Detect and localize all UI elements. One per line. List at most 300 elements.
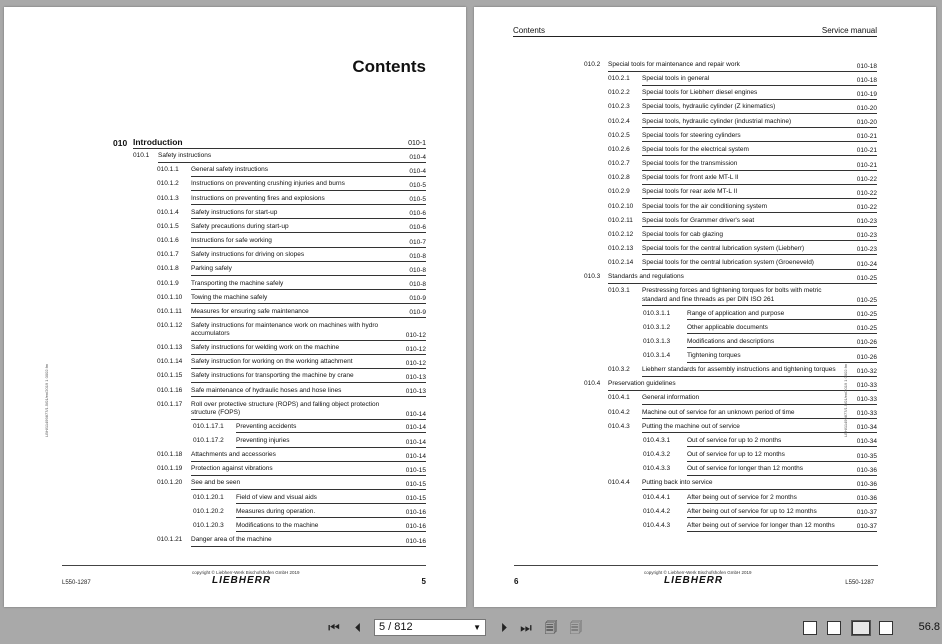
toc-entry-title-box	[191, 387, 426, 398]
toc-entry[interactable]	[608, 259, 877, 273]
toc-entry-page: 010-12	[405, 359, 426, 367]
toc-entry-title-box	[642, 366, 877, 377]
toc-entry-page: 010-15	[405, 495, 426, 503]
toc-entry-number: 010.3.1.3	[643, 337, 671, 345]
toc-entry[interactable]	[608, 174, 877, 188]
toc-entry[interactable]	[193, 508, 426, 522]
toc-entry-title-box	[687, 451, 877, 462]
side-text: LBH/11499877/1.5/01/en/2019 1 0002.fm	[842, 363, 848, 437]
toc-entry-title-box	[191, 237, 426, 248]
next-page-icon[interactable]: ⏵	[500, 620, 508, 635]
toc-entry[interactable]	[608, 75, 877, 89]
toc-entry-page: 010-12	[405, 331, 426, 339]
toc-entry-page: 010-36	[856, 466, 877, 474]
toc-entry-title: Introduction	[133, 137, 183, 147]
toc-entry-number: 010.1.13	[157, 344, 183, 352]
toc-entry-title-box	[191, 465, 426, 476]
toc-entry-number: 010.2.3	[608, 103, 630, 111]
toc-entry-title: Safety instructions for maintenance work on machines with hydro accumulators	[191, 321, 379, 338]
toc-entry-page: 010-36	[856, 480, 877, 488]
toc-entry-number: 010.3.1	[608, 287, 630, 295]
footer-rule	[514, 565, 878, 566]
toc-entry-page: 010-20	[856, 119, 877, 127]
toc-entry-title: Special tools for front axle MT-L II	[642, 174, 739, 182]
toc-entry-number: 010.3.2	[608, 366, 630, 374]
toc-entry-title: Protection against vibrations	[191, 465, 273, 473]
toc-entry-title: Out of service for longer than 12 months	[687, 465, 803, 473]
toc-entry[interactable]	[157, 308, 426, 322]
toc-entry-title: Measures for ensuring safe maintenance	[191, 307, 309, 315]
toc-entry-number: 010.2.2	[608, 89, 630, 97]
toc-entry-page: 010-14	[405, 452, 426, 460]
toc-entry-title-box	[191, 536, 426, 547]
toc-entry-title: Safety instructions for transporting the machine by crane	[191, 372, 354, 380]
toc-entry-page: 010-13	[405, 388, 426, 396]
toc-entry-title-box	[642, 409, 877, 420]
toc-entry-title: Modifications to the machine	[236, 521, 319, 529]
toc-entry-title-box	[191, 223, 426, 234]
toc-entry-title: Special tools for cab glazing	[642, 230, 723, 238]
toc-entry-title-box	[191, 358, 426, 369]
toc-entry-page: 010-21	[856, 161, 877, 169]
toc-entry-page: 010-12	[405, 345, 426, 353]
toc-entry-number: 010.1.12	[157, 321, 183, 329]
toc-entry-page: 010-14	[405, 410, 426, 418]
toc-entry-number: 010.2.5	[608, 131, 630, 139]
toc-entry-page: 010-26	[856, 353, 877, 361]
toc-entry[interactable]	[643, 465, 877, 479]
toc-entry[interactable]	[643, 324, 877, 338]
toc-entry[interactable]	[157, 465, 426, 479]
toc-entry-title-box	[642, 245, 877, 256]
toc-entry-title-box	[608, 61, 877, 72]
toc-entry-title: Tightening torques	[687, 352, 741, 359]
toc-entry-page: 010-35	[856, 452, 877, 460]
toc-entry[interactable]	[157, 195, 426, 209]
toc-entry-title: Special tools for the air conditioning system	[642, 202, 768, 210]
toc-entry-number: 010.4.3.1	[643, 436, 671, 444]
toc-entry-number: 010.2.12	[608, 230, 634, 238]
toc-entry[interactable]	[608, 160, 877, 174]
toc-entry-page: 010-25	[856, 311, 877, 319]
chevron-down-icon: ▼	[473, 623, 481, 632]
toc-entry[interactable]	[643, 352, 877, 366]
toc-entry-number: 010.1.20.2	[193, 507, 224, 515]
toc-entry-title-box	[642, 146, 877, 157]
toc-entry-title: Safety precautions during start-up	[191, 222, 289, 230]
toc-entry[interactable]	[157, 372, 426, 386]
toc-entry[interactable]	[157, 166, 426, 180]
facing-icon[interactable]	[852, 621, 870, 635]
toc-entry-page: 010-16	[405, 537, 426, 545]
single-page-icon[interactable]	[803, 621, 817, 635]
toc-entry-title: Measures during operation.	[236, 507, 316, 515]
toc-entry-title: Modifications and descriptions	[687, 337, 775, 345]
contents-title: Contents	[352, 57, 426, 76]
toc-entry[interactable]	[608, 188, 877, 202]
toc-entry-title: Special tools for steering cylinders	[642, 131, 741, 139]
toc-entry[interactable]	[608, 366, 877, 380]
toc-entry-page: 010-34	[856, 438, 877, 446]
toc-entry[interactable]	[608, 245, 877, 259]
toc-entry-title: Instructions on preventing crushing injuries and burns	[191, 180, 345, 188]
toc-entry[interactable]	[608, 394, 877, 408]
toc-entry[interactable]	[643, 437, 877, 451]
toc-entry-title-box	[158, 152, 426, 163]
toc-entry-page: 010-34	[856, 424, 877, 432]
toc-entry-number: 010.4.4.2	[643, 507, 671, 515]
toc-entry-title-box	[191, 479, 426, 490]
toc-entry-title: Special tools, hydraulic cylinder (Z kinematics)	[642, 103, 776, 111]
toc-entry-page: 010-32	[856, 367, 877, 375]
toc-entry-page: 010-22	[856, 204, 877, 211]
toc-entry-number: 010.1.20	[157, 479, 183, 487]
toc-entry[interactable]	[608, 231, 877, 245]
toc-entry-page: 010-15	[405, 480, 426, 488]
toc-entry-title-box	[687, 465, 877, 476]
toc-entry-page: 010-22	[856, 175, 877, 183]
toc-entry-title-box	[642, 174, 877, 185]
toc-entry[interactable]	[157, 536, 426, 550]
header-left: Contents	[513, 26, 546, 35]
toc-entry-title: Special tools for the central lubrication system (Liebherr)	[642, 244, 805, 252]
toc-entry-number: 010.2.8	[608, 174, 630, 182]
toc-entry-title: Special tools for the transmission	[642, 160, 738, 168]
toc-entry[interactable]	[608, 103, 877, 117]
toc-entry-number: 010.4.4	[608, 479, 630, 487]
toc-entry-number: 010.4.3.3	[643, 465, 671, 473]
toc-entry-title: See and be seen	[191, 479, 241, 487]
toc-entry-page: 010-14	[405, 424, 426, 432]
toc-entry-page: 010-36	[856, 495, 877, 502]
toc-entry[interactable]	[157, 294, 426, 308]
toc-entry-number: 010.1.11	[157, 307, 182, 315]
last-page-icon[interactable]: ⏭	[520, 620, 532, 635]
toc-entry-title-box	[687, 494, 877, 505]
toc-entry-number: 010.2.7	[608, 160, 630, 168]
toc-entry-title-box	[642, 132, 877, 143]
toc-entry[interactable]	[608, 423, 877, 437]
toc-entry-number: 010.1.18	[157, 451, 183, 459]
fit-width-icon[interactable]: 🗐	[569, 620, 583, 635]
toc-entry-number: 010.3.1.1	[643, 309, 671, 317]
toc-entry-title-box	[642, 287, 877, 306]
toc-entry-title-box	[191, 209, 426, 220]
toc-entry[interactable]	[113, 138, 426, 152]
toc-entry-number: 010.4.4.3	[643, 521, 671, 529]
toc-entry-page: 010-8	[409, 252, 426, 260]
toc-entry-page: 010-1	[408, 139, 426, 147]
toc-entry-title-box	[687, 324, 877, 335]
toc-entry[interactable]	[193, 522, 426, 536]
toc-entry-number: 010.1.16	[157, 386, 183, 394]
toc-entry-page: 010-18	[856, 62, 877, 70]
page-number: 5	[421, 577, 426, 586]
toc-entry-title-box	[642, 203, 877, 214]
toc-entry-title: General safety instructions	[191, 166, 268, 174]
toc-entry[interactable]	[608, 409, 877, 423]
toc-entry-title-box	[642, 231, 877, 242]
toc-entry[interactable]	[584, 380, 877, 394]
toc-entry-page: 010-15	[405, 466, 426, 474]
toc-entry[interactable]	[157, 223, 426, 237]
toc-entry[interactable]	[157, 344, 426, 358]
zoom-level[interactable]: 56.8	[918, 621, 940, 633]
page-number: 6	[514, 577, 519, 586]
toc-entry-page: 010-16	[405, 509, 426, 517]
toc-entry[interactable]	[584, 61, 877, 75]
toc-entry-number: 010.4.3.2	[643, 451, 671, 459]
toc-entry-page: 010-37	[856, 523, 877, 531]
toc-entry-title: Towing the machine safely	[191, 293, 268, 301]
cover-facing-icon[interactable]	[879, 621, 893, 635]
toc-entry-number: 010.2.10	[608, 202, 634, 210]
toc-entry[interactable]	[157, 322, 426, 344]
toc-entry-page: 010-33	[856, 395, 877, 403]
toc-entry[interactable]	[608, 479, 877, 493]
toc-entry-page: 010-18	[856, 76, 877, 84]
toc-entry-title-box	[191, 344, 426, 355]
toc-entry-page: 010-23	[856, 232, 877, 240]
toc-entry[interactable]	[157, 451, 426, 465]
toc-entry-title-box	[687, 522, 877, 533]
toc-entry-title: Special tools for Grammer driver's seat	[642, 216, 755, 224]
toc-entry-title-box	[642, 217, 877, 228]
toc-entry-title-box	[642, 160, 877, 171]
toc-entry-page: 010-16	[405, 523, 426, 531]
footer-rule	[62, 565, 426, 566]
toc-entry-number: 010.1	[133, 152, 150, 160]
toc-entry-title: Standards and regulations	[608, 273, 684, 281]
toc-entry-title-box	[236, 437, 426, 448]
first-page-icon[interactable]: ⏮	[328, 620, 340, 635]
toc-entry[interactable]	[157, 237, 426, 251]
toc-entry[interactable]	[193, 437, 426, 451]
toc-entry-number: 010.1.10	[157, 293, 183, 301]
toc-entry[interactable]	[608, 89, 877, 103]
toc-entry-page: 010-25	[856, 297, 877, 305]
toc-entry-number: 010.4.2	[608, 408, 630, 416]
toc-entry[interactable]	[157, 401, 426, 423]
toc-entry-title-box	[191, 308, 426, 319]
toc-entry-title: Special tools for maintenance and repair work	[608, 61, 740, 68]
toc-entry[interactable]	[157, 180, 426, 194]
toc-entry[interactable]	[193, 494, 426, 508]
toc-entry[interactable]	[608, 203, 877, 217]
toc-entry-title: Safety instructions for welding work on the machine	[191, 344, 340, 352]
toc-entry-title: Instructions on preventing fires and explosions	[191, 194, 325, 202]
toc-entry-title-box	[191, 251, 426, 262]
toc-entry-title: Field of view and visual aids	[236, 493, 317, 501]
toc-entry-number: 010.1.8	[157, 265, 179, 273]
toc-entry-number: 010.1.17.2	[193, 437, 224, 444]
toc-entry[interactable]	[643, 494, 877, 508]
toc-entry-title: Preventing accidents	[236, 422, 297, 430]
toc-entry-number: 010.4.3	[608, 422, 630, 430]
toc-entry-number: 010.2.13	[608, 244, 634, 252]
toc-entry-title: Special tools for rear axle MT-L II	[642, 188, 738, 196]
toc-entry[interactable]	[133, 152, 426, 166]
toc-entry-title-box	[608, 273, 877, 284]
toc-entry-title: Special tools for Liebherr diesel engines	[642, 89, 758, 97]
toc-entry-page: 010-20	[856, 104, 877, 112]
toc-entry-title: Safety instructions	[158, 152, 212, 160]
toc-entry-number: 010.1.1	[157, 166, 179, 174]
toc-entry-title: Safety instructions for start-up	[191, 208, 278, 216]
toc-entry-number: 010.1.17	[157, 400, 183, 408]
toc-entry-title-box	[133, 138, 426, 149]
toc-entry-title-box	[642, 75, 877, 86]
toc-entry-page: 010-21	[856, 133, 877, 141]
toc-entry-title-box	[687, 352, 877, 363]
liebherr-logo: LIEBHERR	[212, 575, 272, 586]
toc-entry-title-box	[236, 508, 426, 519]
toc-entry-page: 010-23	[856, 246, 877, 254]
toc-entry-page: 010-8	[409, 266, 426, 274]
toc-entry[interactable]	[157, 251, 426, 265]
toc-entry[interactable]	[584, 273, 877, 287]
toc-entry[interactable]	[157, 479, 426, 493]
toc-entry-title-box	[608, 380, 877, 391]
toc-entry[interactable]	[608, 287, 877, 309]
toc-entry-title: Special tools for the electrical system	[642, 145, 749, 153]
toc-entry[interactable]	[608, 146, 877, 160]
toc-entry[interactable]	[608, 132, 877, 146]
toc-entry-number: 010.1.7	[157, 251, 179, 259]
toc-entry-page: 010-8	[409, 281, 426, 288]
toc-entry-number: 010.1.14	[157, 358, 183, 366]
toc-entry-title: Putting back into service	[642, 479, 713, 487]
toc-entry-title: After being out of service for up to 12 months	[687, 507, 817, 515]
toc-entry-title: Parking safely	[191, 265, 232, 273]
toc-entry-title: Out of service for up to 2 months	[687, 436, 782, 444]
toc-entry-number: 010.1.19	[157, 465, 183, 473]
toc-entry-page: 010-13	[405, 373, 426, 381]
toc-entry-page: 010-33	[856, 381, 877, 389]
copyright: copyright © Liebherr-Werk Bischofshofen GmbH 2019	[644, 570, 752, 575]
toc-entry[interactable]	[157, 265, 426, 279]
toc-entry[interactable]	[157, 358, 426, 372]
toc-entry-page: 010-22	[856, 189, 877, 197]
toc-entry-title: Other applicable documents	[687, 323, 768, 331]
toc-entry-number: 010.2.14	[608, 259, 634, 267]
toc-entry-title: Instructions for safe working	[191, 237, 272, 245]
toc-entry[interactable]	[643, 522, 877, 536]
toc-entry-title: Liebherr standards for assembly instructions and tightening torques	[642, 366, 836, 374]
toc-entry-page: 010-5	[409, 181, 426, 189]
liebherr-logo: LIEBHERR	[664, 575, 724, 586]
toc-entry-title-box	[642, 423, 877, 434]
side-text: LBH/11499877/1.5/01/en/2019 1 0002.fm	[44, 363, 49, 437]
document-page-left	[4, 7, 466, 607]
toc-entry-number: 010.2.11	[608, 216, 633, 224]
toc-entry-title-box	[191, 180, 426, 191]
toc-entry-title: After being out of service for longer than 12 months	[687, 521, 835, 529]
toc-entry-title-box	[191, 372, 426, 383]
toc-entry-number: 010.1.15	[157, 372, 183, 380]
toc-entry-number: 010.3.1.2	[643, 323, 671, 331]
toc-entry-number: 010.2.9	[608, 188, 630, 196]
toc-entry-title-box	[687, 437, 877, 448]
toc-entry-title: Special tools for the central lubrication system (Groeneveld)	[642, 259, 814, 267]
toc-entry-number: 010.1.3	[157, 194, 179, 202]
prev-page-icon[interactable]: ⏴	[354, 620, 362, 635]
toc-entry-title-box	[687, 338, 877, 349]
toc-entry-title: Putting the machine out of service	[642, 422, 740, 430]
toc-entry-title-box	[191, 451, 426, 462]
viewer-toolbar	[0, 612, 942, 644]
toc-entry[interactable]	[643, 451, 877, 465]
toc-entry-page: 010-4	[409, 167, 426, 175]
toc-entry-title: General information	[642, 394, 700, 402]
header-right: Service manual	[821, 26, 877, 35]
toc-entry-page: 010-6	[409, 210, 426, 218]
toc-entry-page: 010-14	[405, 438, 426, 446]
toc-entry-title: Preservation guidelines	[608, 380, 676, 388]
fit-page-icon[interactable]: 🗐	[544, 620, 558, 635]
toc-entry-number: 010.2	[584, 61, 601, 68]
toc-entry-title-box	[191, 195, 426, 206]
toc-entry-number: 010.1.17.1	[193, 422, 224, 430]
page-number-select[interactable]	[374, 619, 486, 636]
toc-entry-number: 010.4.4.1	[643, 493, 671, 501]
toc-entry-title-box	[642, 89, 877, 100]
toc-entry[interactable]	[608, 118, 877, 132]
toc-entry-page: 010-26	[856, 339, 877, 347]
toc-entry-title: Prestressing forces and tightening torques for bolts with metric standard and fine threads as per DIN ISO 261	[642, 287, 822, 303]
toc-entry[interactable]	[157, 387, 426, 401]
toc-entry-page: 010-24	[856, 260, 877, 268]
doc-id: L550-1287	[62, 580, 91, 586]
toc-entry-number: 010.4	[584, 380, 601, 388]
toc-entry-number: 010.3	[584, 273, 601, 281]
toc-entry-number: 010.2.1	[608, 75, 630, 83]
toc-entry-title-box	[687, 508, 877, 519]
toc-entry[interactable]	[643, 310, 877, 324]
toc-entry-title-box	[191, 322, 426, 341]
toc-entry-page: 010-21	[856, 147, 877, 155]
toc-entry-number: 010.2.4	[608, 117, 630, 125]
toc-entry-title-box	[236, 522, 426, 533]
toc-entry-number: 010	[113, 138, 128, 148]
toc-entry-title-box	[191, 294, 426, 305]
toc-entry-title-box	[642, 479, 877, 490]
toc-entry[interactable]	[643, 508, 877, 522]
toc-entry[interactable]	[643, 338, 877, 352]
continuous-icon[interactable]	[827, 621, 841, 635]
toc-entry[interactable]	[157, 209, 426, 223]
toc-entry-page: 010-9	[409, 295, 426, 303]
document-page-right	[474, 7, 936, 607]
toc-entry-number: 010.1.20.3	[193, 521, 224, 529]
toc-entry-number: 010.1.6	[157, 237, 179, 245]
toc-entry-title-box	[642, 118, 877, 129]
toc-entry-page: 010-23	[856, 218, 877, 226]
toc-entry-page: 010-33	[856, 410, 877, 418]
toc-entry[interactable]	[193, 423, 426, 437]
copyright: copyright © Liebherr-Werk Bischofshofen GmbH 2019	[192, 570, 300, 575]
toc-entry-number: 010.3.1.4	[643, 352, 671, 359]
toc-entry-title-box	[191, 280, 426, 291]
toc-entry[interactable]	[157, 280, 426, 294]
toc-entry-title: Transporting the machine safely	[191, 279, 284, 287]
toc-entry-title-box	[191, 166, 426, 177]
toc-entry-title-box	[642, 394, 877, 405]
toc-entry-title: After being out of service for 2 months	[687, 493, 797, 501]
toc-entry-title: Safety instructions for driving on slopes	[191, 251, 305, 259]
toc-entry[interactable]	[608, 217, 877, 231]
toc-entry-title-box	[642, 188, 877, 199]
